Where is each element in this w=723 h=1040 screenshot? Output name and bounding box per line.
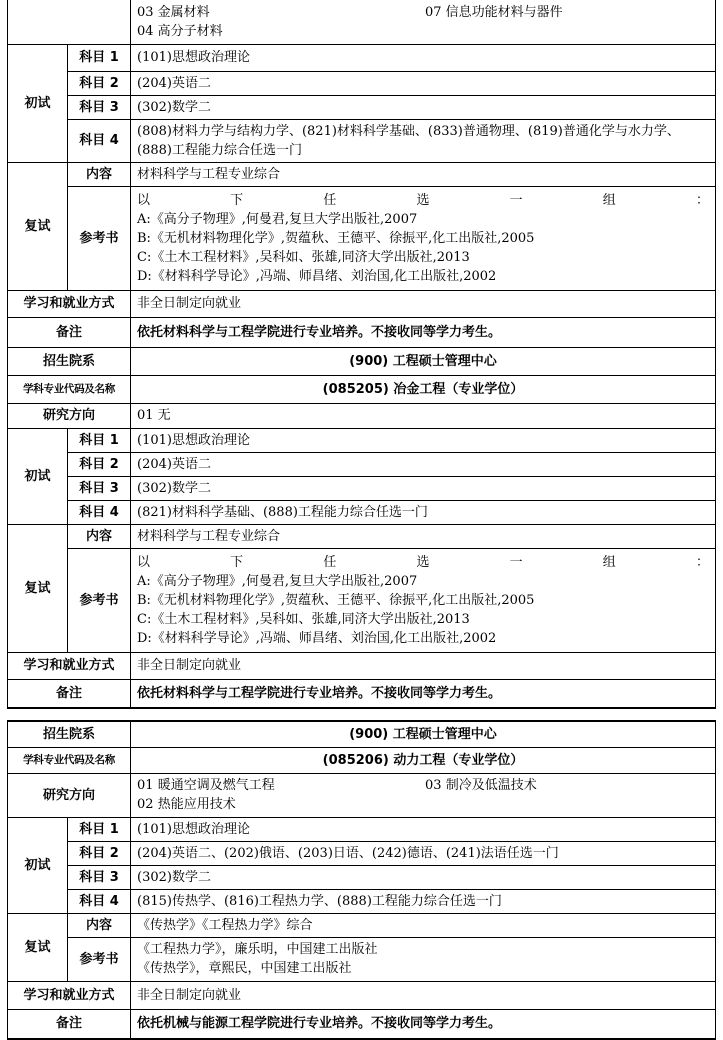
subject-row	[8, 428, 716, 452]
dept-label: 招生院系	[8, 347, 131, 375]
reference-books-list	[131, 937, 716, 981]
book-item: 《传热学》，章熙民，中国建工出版社	[137, 961, 352, 976]
note-value: 依托材料科学与工程学院进行专业培养。不接收同等学力考生。	[131, 679, 716, 708]
note-label: 备注	[8, 317, 131, 347]
major-value: (085205) 冶金工程（专业学位）	[131, 375, 716, 403]
subject-row	[8, 841, 716, 865]
study-mode-label: 学习和就业方式	[8, 981, 131, 1009]
book-item: C:《土木工程材料》,吴科如、张雄,同济大学出版社,2013	[137, 611, 470, 627]
note-row	[8, 1009, 716, 1039]
subject-label: 科目 2	[68, 452, 131, 476]
reference-books-label: 参考书	[68, 548, 131, 652]
direction-item: 04 高分子材料	[137, 23, 223, 39]
dept-value: (900) 工程硕士管理中心	[131, 347, 716, 375]
content-label: 内容	[68, 162, 131, 186]
program-table-2	[7, 720, 716, 1040]
reference-books-row	[8, 186, 716, 290]
major-value: (085206) 动力工程（专业学位）	[131, 747, 716, 773]
direction-item: 03 制冷及低温技术	[425, 778, 537, 793]
initial-exam-label: 初试	[8, 817, 68, 913]
subject-value: (101)思想政治理论	[131, 817, 716, 841]
direction-list	[131, 773, 716, 817]
direction-value: 01 无	[131, 403, 716, 428]
note-label: 备注	[8, 679, 131, 708]
study-mode-label: 学习和就业方式	[8, 652, 131, 679]
major-label: 学科专业代码及名称	[8, 375, 131, 403]
subject-value: (815)传热学、(816)工程热力学、(888)工程能力综合任选一门	[131, 889, 716, 913]
reference-books-label: 参考书	[68, 937, 131, 981]
subject-label: 科目 4	[68, 889, 131, 913]
book-intro-char: 任	[323, 554, 337, 570]
subject-value: (821)材料科学基础、(888)工程能力综合任选一门	[131, 500, 716, 524]
dept-row	[8, 721, 716, 747]
book-intro-char: 一	[509, 554, 523, 570]
direction-item: 01 暖通空调及燃气工程	[137, 778, 275, 793]
research-direction-row	[8, 0, 716, 44]
note-row	[8, 679, 716, 708]
book-intro-char: 以	[137, 554, 151, 570]
book-intro-char: 任	[323, 192, 337, 208]
subject-row	[8, 476, 716, 500]
note-row	[8, 317, 716, 347]
note-value: 依托材料科学与工程学院进行专业培养。不接收同等学力考生。	[131, 317, 716, 347]
direction-item: 02 热能应用技术	[137, 797, 236, 812]
subject-label: 科目 3	[68, 95, 131, 119]
subject-label: 科目 4	[68, 119, 131, 162]
retest-label: 复试	[8, 162, 68, 290]
major-label: 学科专业代码及名称	[8, 747, 131, 773]
book-item: C:《土木工程材料》,吴科如、张雄,同济大学出版社,2013	[137, 249, 470, 265]
study-mode-value: 非全日制定向就业	[131, 652, 716, 679]
reference-books-label: 参考书	[68, 186, 131, 290]
book-intro	[137, 553, 709, 572]
subject-value: (302)数学二	[131, 95, 716, 119]
reference-books-list	[131, 186, 716, 290]
direction-item: 07 信息功能材料与器件	[425, 4, 563, 20]
dept-label: 招生院系	[8, 721, 131, 747]
direction-label: 研究方向	[8, 403, 131, 428]
book-intro-char: 以	[137, 192, 151, 208]
book-item: B:《无机材料物理化学》,贺蕴秋、王德平、徐振平,化工出版社,2005	[137, 230, 535, 246]
subject-row	[8, 500, 716, 524]
study-mode-value: 非全日制定向就业	[131, 290, 716, 317]
book-item: D:《材料科学导论》,冯端、师昌绪、刘治国,化工出版社,2002	[137, 268, 497, 284]
note-value: 依托机械与能源工程学院进行专业培养。不接收同等学力考生。	[131, 1009, 716, 1039]
content-label: 内容	[68, 913, 131, 937]
direction-row	[8, 403, 716, 428]
direction-row	[8, 773, 716, 817]
subject-value: (204)英语二、(202)俄语、(203)日语、(242)德语、(241)法语任选一门	[131, 841, 716, 865]
subject-row	[8, 865, 716, 889]
subject-row	[8, 889, 716, 913]
research-direction-list	[131, 0, 716, 44]
direction-item: 03 金属材料	[137, 4, 210, 20]
note-label: 备注	[8, 1009, 131, 1039]
book-intro-char: 下	[230, 554, 244, 570]
subject-row	[8, 119, 716, 162]
book-item: D:《材料科学导论》,冯端、师昌绪、刘治国,化工出版社,2002	[137, 630, 497, 646]
subject-label: 科目 1	[68, 44, 131, 71]
book-intro-char: 选	[416, 554, 430, 570]
retest-label: 复试	[8, 913, 68, 981]
initial-exam-label: 初试	[8, 428, 68, 524]
subject-label: 科目 3	[68, 865, 131, 889]
subject-row	[8, 817, 716, 841]
retest-label: 复试	[8, 524, 68, 652]
book-intro-char: ：	[695, 554, 709, 570]
retest-content-row	[8, 162, 716, 186]
retest-content-row	[8, 524, 716, 548]
content-value: 《传热学》《工程热力学》综合	[131, 913, 716, 937]
retest-content-row	[8, 913, 716, 937]
dept-row	[8, 347, 716, 375]
subject-value: (302)数学二	[131, 865, 716, 889]
subject-value: (204)英语二	[131, 71, 716, 95]
book-intro-char: 一	[509, 192, 523, 208]
subject-value: (204)英语二	[131, 452, 716, 476]
subject-label: 科目 3	[68, 476, 131, 500]
subject-label: 科目 4	[68, 500, 131, 524]
subject-value: (808)材料力学与结构力学、(821)材料科学基础、(833)普通物理、(819)普通化学与水力学、(888)工程能力综合任选一门	[131, 119, 716, 162]
subject-value: (101)思想政治理论	[131, 428, 716, 452]
subject-value: (101)思想政治理论	[131, 44, 716, 71]
study-mode-row	[8, 290, 716, 317]
book-intro-char: ：	[695, 192, 709, 208]
subject-label: 科目 1	[68, 428, 131, 452]
subject-label: 科目 1	[68, 817, 131, 841]
book-item: 《工程热力学》，廉乐明，中国建工出版社	[137, 942, 378, 957]
book-item: B:《无机材料物理化学》,贺蕴秋、王德平、徐振平,化工出版社,2005	[137, 592, 535, 608]
reference-books-row	[8, 937, 716, 981]
book-intro-char: 选	[416, 192, 430, 208]
book-intro-char: 组	[602, 192, 616, 208]
subject-row	[8, 44, 716, 71]
reference-books-row	[8, 548, 716, 652]
program-table-1	[7, 0, 716, 709]
subject-value: (302)数学二	[131, 476, 716, 500]
major-row	[8, 375, 716, 403]
book-intro	[137, 191, 709, 210]
book-item: A:《高分子物理》,何曼君,复旦大学出版社,2007	[137, 573, 418, 589]
subject-label: 科目 2	[68, 841, 131, 865]
major-row	[8, 747, 716, 773]
content-label: 内容	[68, 524, 131, 548]
direction-label: 研究方向	[8, 773, 131, 817]
subject-row	[8, 95, 716, 119]
study-mode-row	[8, 981, 716, 1009]
book-intro-char: 组	[602, 554, 616, 570]
book-intro-char: 下	[230, 192, 244, 208]
content-value: 材料科学与工程专业综合	[131, 524, 716, 548]
study-mode-row	[8, 652, 716, 679]
subject-row	[8, 452, 716, 476]
study-mode-value: 非全日制定向就业	[131, 981, 716, 1009]
dept-value: (900) 工程硕士管理中心	[131, 721, 716, 747]
content-value: 材料科学与工程专业综合	[131, 162, 716, 186]
subject-row	[8, 71, 716, 95]
reference-books-list	[131, 548, 716, 652]
book-item: A:《高分子物理》,何曼君,复旦大学出版社,2007	[137, 211, 418, 227]
subject-label: 科目 2	[68, 71, 131, 95]
initial-exam-label: 初试	[8, 44, 68, 162]
study-mode-label: 学习和就业方式	[8, 290, 131, 317]
